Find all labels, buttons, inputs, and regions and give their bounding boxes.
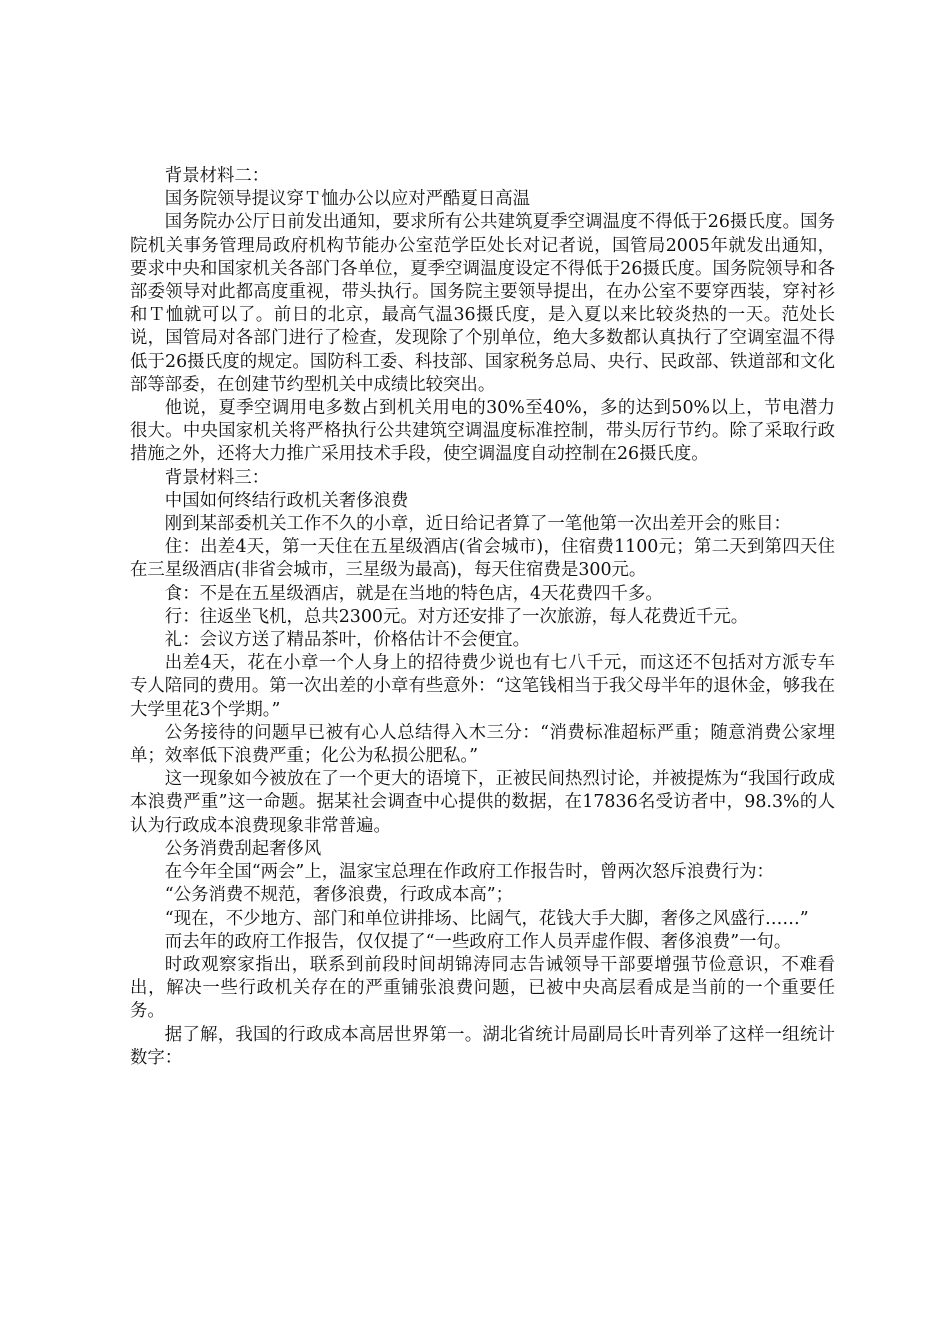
body-paragraph: 这一现象如今被放在了一个更大的语境下，正被民间热烈讨论，并被提炼为“我国行政成本浪费严重”这一命题。据某社会调查中心提供的数据，在17836名受访者中，98.3%的人认为行政成本浪费现象非常普遍。 xyxy=(130,769,835,836)
body-paragraph: 行：往返坐飞机，总共2300元。对方还安排了一次旅游，每人花费近千元。 xyxy=(164,606,749,627)
body-paragraph: 国务院办公厅日前发出通知，要求所有公共建筑夏季空调温度不得低于26摄氏度。国务院机关事务管理局政府机构节能办公室范学臣处长对记者说，国管局2005年就发出通知，要求中央和国家机关各部门各单位，夏季空调温度设定不得低于26摄氏度。国务院领导和各部委领导对此都高度重视，带头执行。国务院主要领导提出，在办公室不要穿西装，穿衬衫和Ｔ恤就可以了。前日的北京，最高气温36摄氏度，是入夏以来比较炎热的一天。范处长说，国管局对各部门进行了检查，发现除了个别单位，绝大多数都认真执行了空调室温不得低于26摄氏度的规定。国防科工委、科技部、国家税务总局、央行、民政部、铁道部和文化部等部委，在创建节约型机关中成绩比较突出。 xyxy=(130,212,835,395)
body-paragraph: 礼：会议方送了精品茶叶，价格估计不会便宜。 xyxy=(164,630,531,651)
quote-paragraph: “公务消费不规范，奢侈浪费，行政成本高”； xyxy=(164,885,514,906)
body-paragraph: 食：不是在五星级酒店，就是在当地的特色店，4天花费四千多。 xyxy=(164,583,663,604)
body-paragraph: 他说，夏季空调用电多数占到机关用电的30%至40%，多的达到50%以上，节电潜力很大。中央国家机关将严格执行公共建筑空调温度标准控制，带头厉行节约。除了采取行政措施之外，还将大力推广采用技术手段，使空调温度自动控制在26摄氏度。 xyxy=(130,398,835,465)
document-body xyxy=(130,165,835,1070)
body-paragraph: 刚到某部委机关工作不久的小章，近日给记者算了一笔他第一次出差开会的账目： xyxy=(164,514,791,535)
body-paragraph: 据了解，我国的行政成本高居世界第一。湖北省统计局副局长叶青列举了这样一组统计数字： xyxy=(130,1024,835,1068)
sub-heading: 公务消费刮起奢侈风 xyxy=(164,838,322,859)
article-heading: 国务院领导提议穿Ｔ恤办公以应对严酷夏日高温 xyxy=(164,189,531,210)
section-label: 背景材料三： xyxy=(164,467,270,488)
section-label: 背景材料二： xyxy=(164,166,270,186)
body-paragraph: 在今年全国“两会”上，温家宝总理在作政府工作报告时，曾两次怒斥浪费行为： xyxy=(164,862,774,883)
body-paragraph: 时政观察家指出，联系到前段时间胡锦涛同志告诫领导干部要增强节俭意识，不难看出，解决一些行政机关存在的严重铺张浪费问题，已被中央高层看成是当前的一个重要任务。 xyxy=(130,954,835,1022)
body-paragraph: 出差4天，花在小章一个人身上的招待费少说也有七八千元，而这还不包括对方派专车专人陪同的费用。第一次出差的小章有些意外：“这笔钱相当于我父母半年的退休金，够我在大学里花3个学期。” xyxy=(130,653,835,720)
quote-paragraph: “现在，不少地方、部门和单位讲排场、比阔气，花钱大手大脚，奢侈之风盛行……” xyxy=(164,908,809,929)
article-heading: 中国如何终结行政机关奢侈浪费 xyxy=(164,490,409,511)
body-paragraph: 而去年的政府工作报告，仅仅提了“一些政府工作人员弄虚作假、奢侈浪费”一句。 xyxy=(164,931,792,952)
body-paragraph: 住：出差4天，第一天住在五星级酒店(省会城市)，住宿费1100元；第二天到第四天住在三星级酒店(非省会城市，三星级为最高)，每天住宿费是300元。 xyxy=(130,537,835,581)
body-paragraph: 公务接待的问题早已被有心人总结得入木三分：“消费标准超标严重；随意消费公家埋单；效率低下浪费严重；化公为私损公肥私。” xyxy=(130,722,835,767)
